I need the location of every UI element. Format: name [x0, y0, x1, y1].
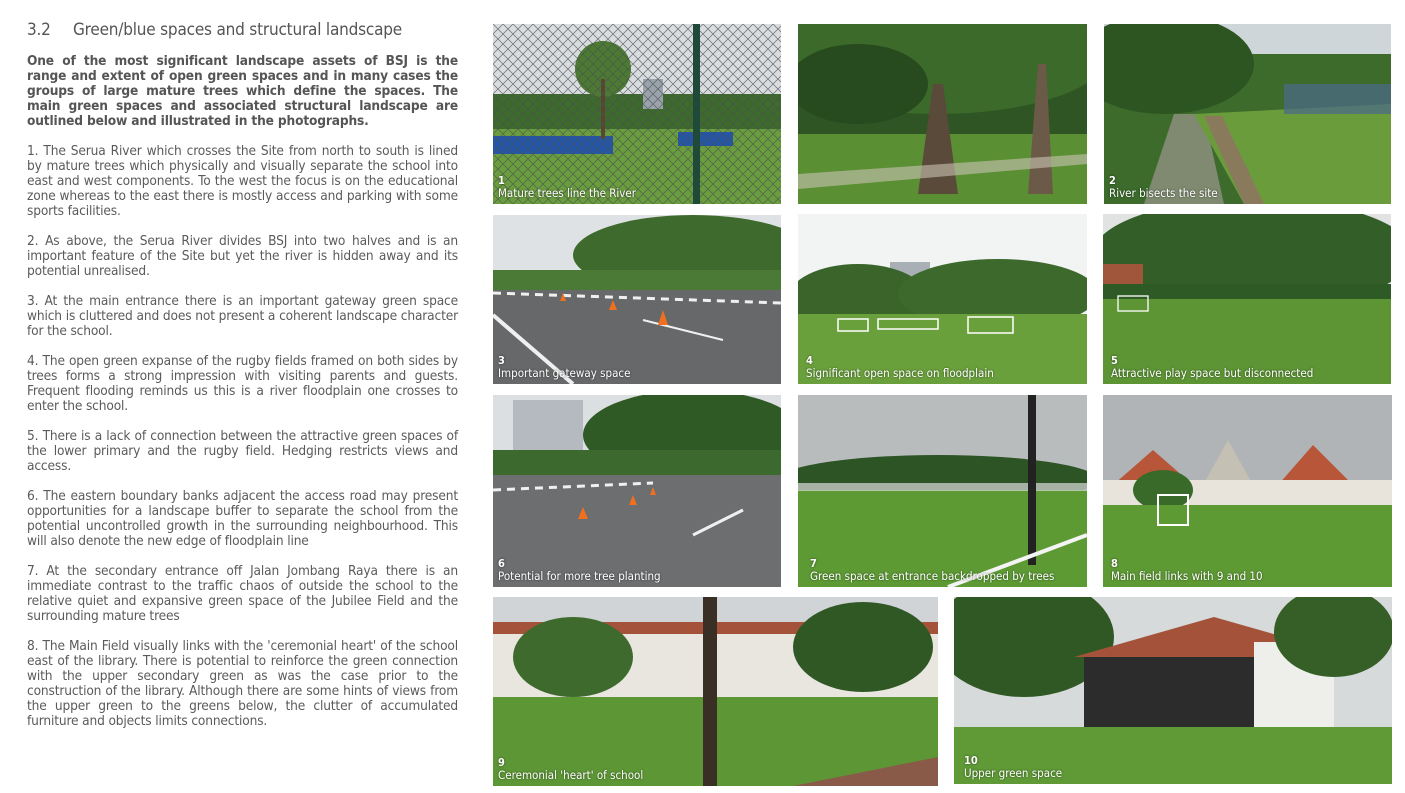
photo-caption [498, 756, 643, 782]
photo-7 [798, 395, 1087, 587]
photo-caption-text: Green space at entrance backdropped by trees [810, 569, 1055, 583]
photo-caption-text: Upper green space [964, 766, 1063, 780]
photo-trees-path [798, 24, 1087, 204]
photo-number: 10 [964, 754, 978, 767]
intro-paragraph: One of the most significant landscape assets of BSJ is the range and extent of open green spaces and in many cases the groups of large mature trees which define the spaces. The main green spaces and associated structural landscape are outlined below and illustrated in the photographs. [27, 53, 458, 129]
photo-caption-text: Main field links with 9 and 10 [1111, 569, 1263, 583]
section-title: Green/blue spaces and structural landscape [73, 20, 403, 40]
photo-number: 7 [810, 557, 817, 570]
photo-caption-text: Mature trees line the River [498, 186, 637, 200]
section-number: 3.2 [27, 20, 51, 40]
photo-4 [798, 214, 1087, 384]
photo-1 [493, 24, 781, 204]
paragraph-2: 2. As above, the Serua River divides BSJ into two halves and is an important feature of the Site but yet the river is hidden away and its potential unrealised. [27, 233, 458, 279]
photo-caption-text: Significant open space on floodplain [806, 366, 994, 380]
paragraph-7: 7. At the secondary entrance off Jalan Jombang Raya there is an immediate contrast to the traffic chaos of outside the school to the relative quiet and expansive green space of the Jubilee Field and the surrounding mature trees [27, 563, 458, 624]
photo-number: 2 [1109, 174, 1116, 187]
section-heading [27, 20, 458, 40]
text-column [27, 20, 458, 744]
paragraph-5: 5. There is a lack of connection between the attractive green spaces of the lower primary and the rugby field. Hedging restricts views and access. [27, 428, 458, 474]
photo-caption [1109, 174, 1218, 200]
photo-number: 5 [1111, 354, 1118, 367]
paragraph-4: 4. The open green expanse of the rugby fields framed on both sides by trees forms a strong impression with visiting parents and guests. Frequent flooding reminds us this is a river floodplain one crosses to enter the school. [27, 353, 458, 414]
photo-caption-text: Important gateway space [498, 366, 631, 380]
photo-5 [1103, 214, 1391, 384]
photo-caption [1111, 354, 1313, 380]
photo-8 [1103, 395, 1392, 587]
photo-number: 3 [498, 354, 505, 367]
photo-10 [954, 597, 1392, 784]
photo-number: 1 [498, 174, 505, 187]
photo-caption-text: Attractive play space but disconnected [1111, 366, 1314, 380]
photo-caption [964, 754, 1062, 780]
photo-caption-text: Potential for more tree planting [498, 569, 661, 583]
photo-number: 9 [498, 756, 505, 769]
photo-caption [806, 354, 994, 380]
photo-number: 4 [806, 354, 813, 367]
photo-caption [1111, 557, 1263, 583]
paragraph-6: 6. The eastern boundary banks adjacent the access road may present opportunities for a landscape buffer to separate the school from the potential uncontrolled growth in the surrounding neighbourhood. This will also denote the new edge of floodplain line [27, 488, 458, 549]
photo-caption [810, 557, 1054, 583]
photo-caption [498, 557, 661, 583]
photo-3 [493, 215, 781, 384]
photo-number: 6 [498, 557, 505, 570]
paragraph-3: 3. At the main entrance there is an important gateway green space which is cluttered and does not present a coherent landscape character for the school. [27, 293, 458, 339]
photo-9 [493, 597, 938, 786]
paragraph-1: 1. The Serua River which crosses the Site from north to south is lined by mature trees which physically and visually separate the school into east and west components. To the west the focus is on the educational zone whereas to the east there is mostly access and parking with some sports facilities. [27, 143, 458, 219]
photo-6 [493, 395, 781, 587]
photo-caption-text: River bisects the site [1109, 186, 1218, 200]
paragraph-8: 8. The Main Field visually links with the 'ceremonial heart' of the school east of the library. There is potential to reinforce the green connection with the upper secondary green as was the case prior to the construction of the library. Although there are some hints of views from the upper green to the greens below, the clutter of accumulated furniture and objects limits connections. [27, 638, 458, 729]
photo-number: 8 [1111, 557, 1118, 570]
photo-caption [498, 354, 630, 380]
photo-2 [1104, 24, 1391, 204]
photo-caption-text: Ceremonial 'heart' of school [498, 768, 644, 782]
photo-caption [498, 174, 636, 200]
